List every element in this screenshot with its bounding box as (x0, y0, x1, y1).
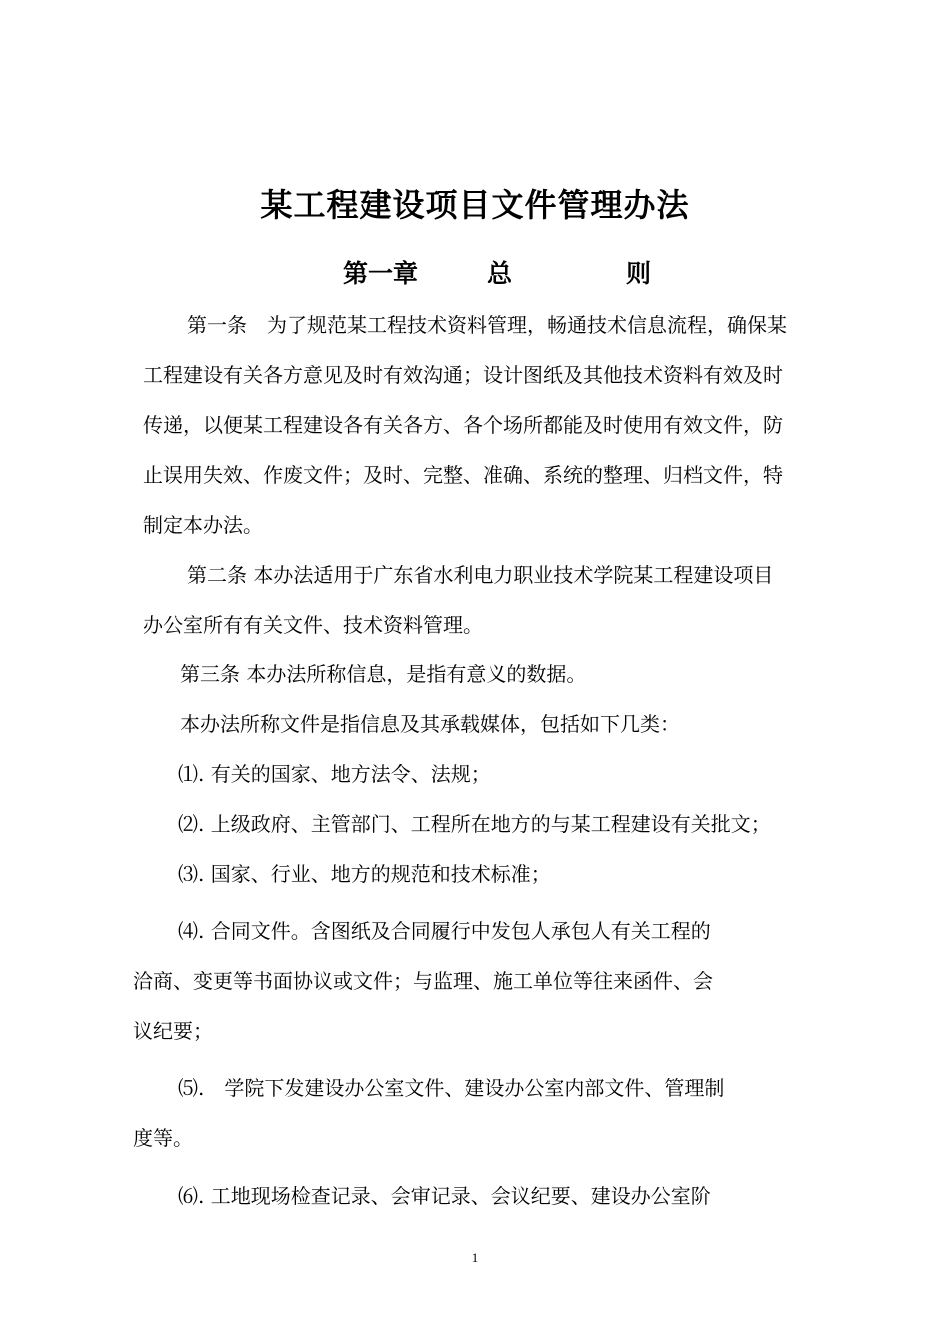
chapter-word-general: 总 (487, 259, 513, 288)
list-item: ⑴. 有关的国家、地方法令、法规； (178, 762, 491, 786)
text-line: 洽商、变更等书面协议或文件；与监理、施工单位等往来函件、会 (133, 969, 713, 993)
text-line: 第三条 本办法所称信息，是指有意义的数据。 (180, 662, 587, 686)
text-line: 本办法所称文件是指信息及其承载媒体，包括如下几类： (180, 712, 680, 736)
chapter-label: 第一章 (343, 259, 419, 288)
text-line: 制定本办法。 (143, 513, 263, 537)
list-item: ⑹. 工地现场检查记录、会审记录、会议纪要、建设办公室阶 (178, 1184, 711, 1208)
text-line: 传递，以便某工程建设各有关各方、各个场所都能及时使用有效文件，防 (143, 413, 783, 437)
text-line: 议纪要； (133, 1019, 213, 1043)
list-item: ⑷. 合同文件。含图纸及合同履行中发包人承包人有关工程的 (178, 919, 711, 943)
text-line: 止误用失效、作废文件；及时、完整、准确、系统的整理、归档文件，特 (143, 463, 783, 487)
list-item: ⑸. 学院下发建设办公室文件、建设办公室内部文件、管理制 (178, 1076, 725, 1100)
document-title: 某工程建设项目文件管理办法 (260, 186, 690, 224)
list-item: ⑶. 国家、行业、地方的规范和技术标准； (178, 862, 551, 886)
text-line: 第一条 为了规范某工程技术资料管理，畅通技术信息流程，确保某 (187, 313, 787, 337)
text-line: 第二条 本办法适用于广东省水利电力职业技术学院某工程建设项目 (187, 563, 774, 587)
text-line: 办公室所有有关文件、技术资料管理。 (143, 613, 483, 637)
chapter-word-rules: 则 (626, 259, 652, 288)
text-line: 度等。 (133, 1126, 193, 1150)
text-line: 工程建设有关各方意见及时有效沟通；设计图纸及其他技术资料有效及时 (143, 363, 783, 387)
list-item: ⑵. 上级政府、主管部门、工程所在地方的与某工程建设有关批文； (178, 812, 771, 836)
page-number: 1 (471, 1250, 479, 1265)
